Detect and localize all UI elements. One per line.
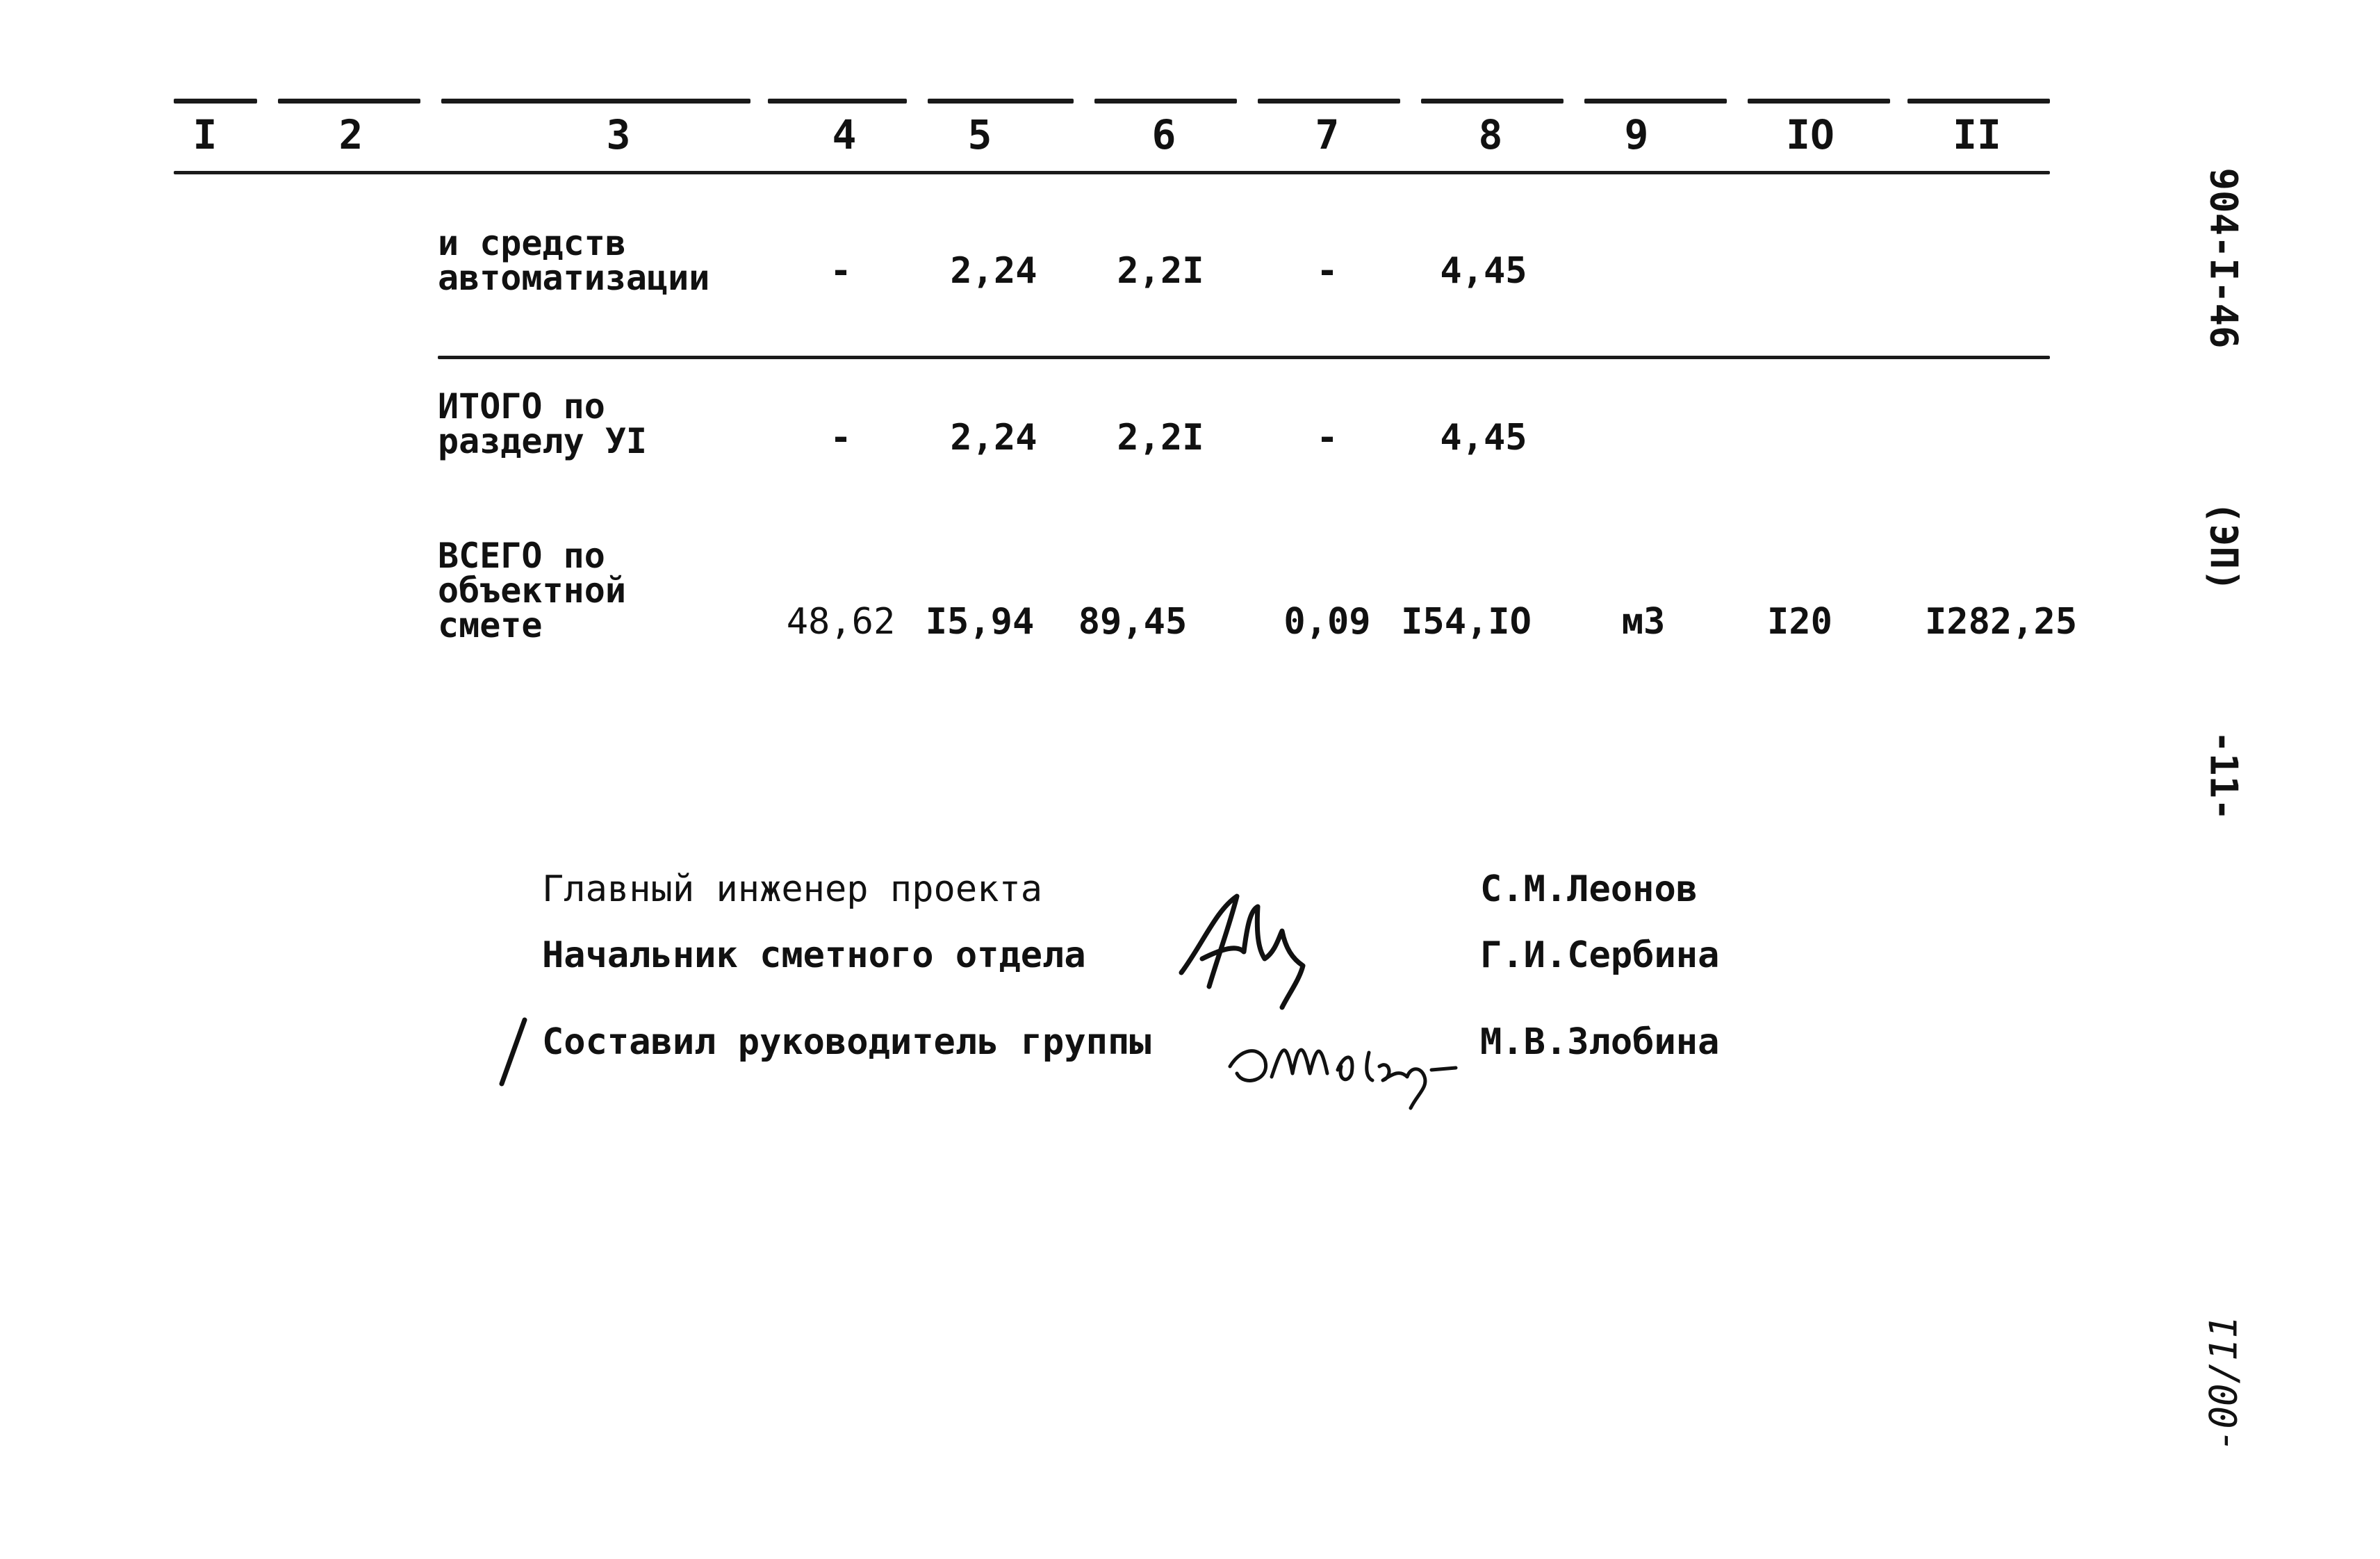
sheet-mark: -00/11 <box>2201 1315 2246 1452</box>
col-header-6: 6 <box>1151 111 1176 158</box>
row-label: ВСЕГО по объектной смете <box>438 536 626 645</box>
cell-col7: - <box>1316 417 1338 459</box>
col-header-7: 7 <box>1315 111 1340 158</box>
row-label: и средств автоматизации <box>438 223 710 298</box>
section-rule <box>438 356 2050 359</box>
cell-col5: 2,24 <box>950 250 1037 292</box>
cell-col5: 2,24 <box>950 417 1037 459</box>
cell-col8: I54,IO <box>1401 601 1532 643</box>
cell-col4: 48,62 <box>786 601 896 643</box>
handwritten-signature <box>1160 882 1320 1014</box>
handwritten-slash <box>493 1014 535 1091</box>
col-header-10: IO <box>1786 111 1835 158</box>
row-label: ИТОГО по разделу УI <box>438 386 648 461</box>
cell-col9: м3 <box>1621 601 1666 643</box>
page-number: -11- <box>2201 730 2246 821</box>
signature-name: М.В.Злобина <box>1480 1021 1720 1063</box>
signature-role: Главный инженер проекта <box>542 868 1043 910</box>
cell-col6: 2,2I <box>1117 417 1204 459</box>
cell-col10: I20 <box>1767 601 1832 643</box>
col-header-4: 4 <box>832 111 857 158</box>
cell-col7: 0,09 <box>1283 601 1371 643</box>
document-code: 904-I-46 <box>2201 167 2246 349</box>
signature-name: Г.И.Сербина <box>1480 934 1720 976</box>
col-header-5: 5 <box>967 111 992 158</box>
cell-col4: - <box>830 417 852 459</box>
cell-col7: - <box>1316 250 1338 292</box>
col-header-1: I <box>192 111 218 158</box>
cell-col5: I5,94 <box>925 601 1035 643</box>
col-header-3: 3 <box>606 111 631 158</box>
document-part: (ЭП) <box>2201 501 2246 592</box>
cell-col8: 4,45 <box>1440 250 1527 292</box>
handwritten-signature <box>1216 1018 1480 1115</box>
col-header-8: 8 <box>1478 111 1503 158</box>
cell-col6: 89,45 <box>1078 601 1188 643</box>
cell-col8: 4,45 <box>1440 417 1527 459</box>
header-bottom-rule <box>174 171 2050 174</box>
signature-role: Составил руководитель группы <box>542 1021 1151 1063</box>
col-header-2: 2 <box>338 111 363 158</box>
cell-col6: 2,2I <box>1117 250 1204 292</box>
col-header-11: II <box>1953 111 2001 158</box>
signature-role: Начальник сметного отдела <box>542 934 1086 976</box>
signature-name: С.М.Леонов <box>1480 868 1698 910</box>
cell-col11: I282,25 <box>1925 601 2078 643</box>
cell-col4: - <box>830 250 852 292</box>
col-header-9: 9 <box>1624 111 1649 158</box>
